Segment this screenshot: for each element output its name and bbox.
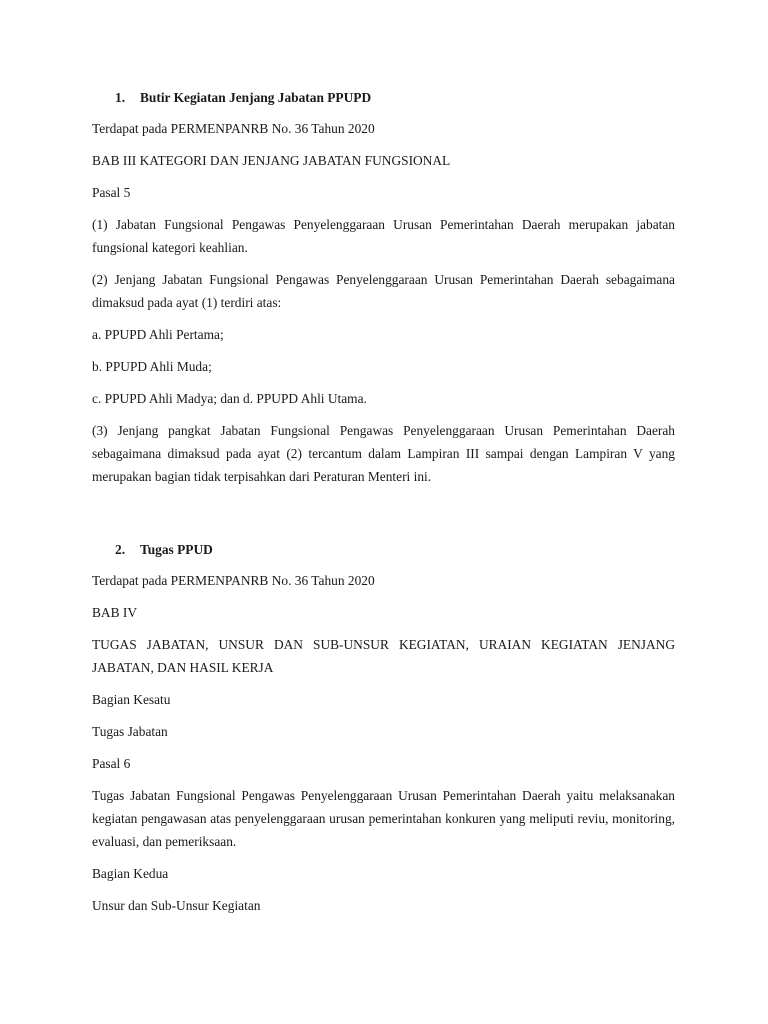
- section-2-title: Tugas PPUD: [140, 542, 213, 557]
- paragraph: Pasal 6: [92, 756, 131, 771]
- document-page: [92, 80, 675, 926]
- paragraph: Terdapat pada PERMENPANRB No. 36 Tahun 2020: [92, 121, 375, 136]
- section-1-number: 1.: [115, 90, 126, 105]
- paragraph: (2) Jenjang Jabatan Fungsional Pengawas Penyelenggaraan Urusan Pemerintahan Daerah sebagaimana dimaksud pada ayat (1) terdiri atas:: [92, 272, 675, 310]
- list-item: c. PPUPD Ahli Madya; dan d. PPUPD Ahli Utama.: [92, 391, 367, 406]
- list-item: b. PPUPD Ahli Muda;: [92, 359, 212, 374]
- paragraph: Terdapat pada PERMENPANRB No. 36 Tahun 2020: [92, 573, 375, 588]
- section-1-heading: [92, 86, 675, 109]
- section-2-heading: [92, 538, 675, 561]
- section-spacer: [92, 497, 675, 532]
- paragraph: Bagian Kesatu: [92, 692, 171, 707]
- paragraph: TUGAS JABATAN, UNSUR DAN SUB-UNSUR KEGIATAN, URAIAN KEGIATAN JENJANG JABATAN, DAN HASIL KERJA: [92, 637, 675, 675]
- paragraph: Pasal 5: [92, 185, 131, 200]
- paragraph: Unsur dan Sub-Unsur Kegiatan: [92, 898, 261, 913]
- paragraph: BAB IV: [92, 605, 138, 620]
- paragraph: (3) Jenjang pangkat Jabatan Fungsional Pengawas Penyelenggaraan Urusan Pemerintahan Daerah sebagaimana dimaksud pada ayat (2) tercantum dalam Lampiran III sampai dengan Lampiran V yang merupakan bagian tidak terpisahkan dari Peraturan Menteri ini.: [92, 423, 675, 484]
- section-1-title: Butir Kegiatan Jenjang Jabatan PPUPD: [140, 90, 372, 105]
- list-item: a. PPUPD Ahli Pertama;: [92, 327, 224, 342]
- paragraph: Tugas Jabatan Fungsional Pengawas Penyelenggaraan Urusan Pemerintahan Daerah yaitu melaksanakan kegiatan pengawasan atas penyelenggaraan urusan pemerintahan konkuren yang meliputi reviu, monitoring, evaluasi, dan pemeriksaan.: [92, 788, 675, 849]
- section-2-number: 2.: [115, 542, 126, 557]
- paragraph: (1) Jabatan Fungsional Pengawas Penyelenggaraan Urusan Pemerintahan Daerah merupakan jabatan fungsional kategori keahlian.: [92, 217, 675, 255]
- paragraph: Tugas Jabatan: [92, 724, 168, 739]
- paragraph: Bagian Kedua: [92, 866, 169, 881]
- paragraph: BAB III KATEGORI DAN JENJANG JABATAN FUNGSIONAL: [92, 153, 451, 168]
